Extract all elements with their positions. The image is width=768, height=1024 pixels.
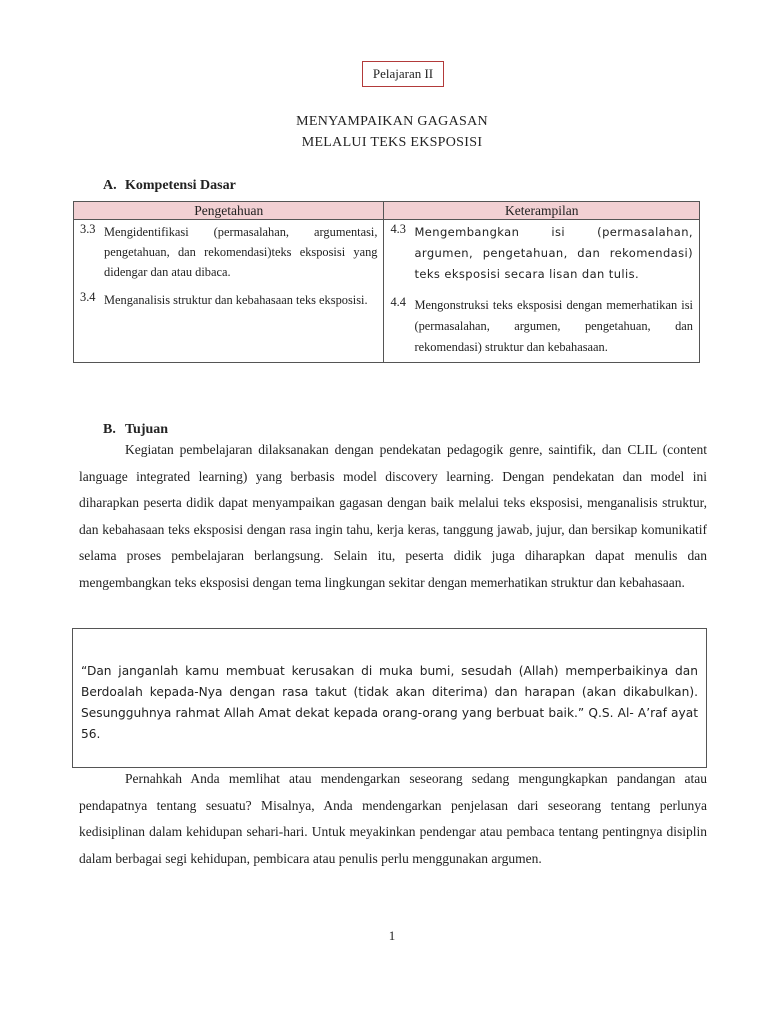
item-text: Mengembangkan isi (permasalahan, argumen, pengetahuan, dan rekomendasi) teks eksposisi secara lisan dan tulis.: [414, 225, 693, 281]
item-text: Mengonstruksi teks eksposisi dengan memerhatikan isi (permasalahan, argumen, pengetahuan, dan rekomendasi) struktur dan kebahasaan.: [414, 298, 693, 354]
list-item: [390, 295, 693, 358]
objective-paragraph: [79, 437, 707, 597]
item-number: 4.4: [390, 295, 406, 309]
knowledge-cell: [74, 220, 384, 363]
item-number: 4.3: [390, 222, 406, 236]
list-item: [80, 290, 377, 310]
item-text: Menganalisis struktur dan kebahasaan teks eksposisi.: [104, 293, 368, 307]
item-number: 3.4: [80, 290, 96, 304]
page-title-line-1: MENYAMPAIKAN GAGASAN: [296, 114, 488, 129]
quote-text: “Dan janganlah kamu membuat kerusakan di muka bumi, sesudah (Allah) memperbaikinya dan Berdoalah kepada-Nya dengan rasa takut (tidak akan diterima) dan harapan (akan dikabulkan). Sesungguhnya rahmat Allah Amat dekat kepada orang-orang yang berbuat baik.” Q.S. Al- A’raf ayat 56.: [81, 664, 698, 741]
column-header-skills: Keterampilan: [384, 202, 700, 220]
table-header-row: [74, 202, 700, 220]
section-a-title: Kompetensi Dasar: [125, 178, 236, 193]
section-a-letter: A.: [103, 178, 117, 193]
section-b-heading: [103, 422, 168, 438]
table-row: [74, 220, 700, 363]
objective-text: Kegiatan pembelajaran dilaksanakan dengan pendekatan pedagogik genre, saintifik, dan CLIL (content language integrated learning) yang berbasis model discovery learning. Dengan pendekatan dan model ini diharapkan peserta didik dapat menyampaikan gagasan dengan baik melalui teks eksposisi, menganalisis struktur, dan kebahasaan teks eksposisi dengan rasa ingin tahu, kerja keras, tanggung jawab, jujur, dan bersikap komunikatif selama proses pembelajaran berlangsung. Selain itu, peserta didik juga diharapkan dapat menulis dan mengembangkan teks eksposisi dengan tema lingkungan sekitar dengan memerhatikan struktur dan kebahasaan.: [79, 442, 707, 590]
intro-text: Pernahkah Anda memlihat atau mendengarkan seseorang sedang mengungkapkan pandangan atau pendapatnya tentang sesuatu? Misalnya, Anda mendengarkan penjelasan dari seseorang tentang perlunya kedisiplinan dalam kehidupan sehari-hari. Untuk meyakinkan pendengar atau pembaca tentang pentingnya disiplin dalam berbagai segi kehidupan, pembicara atau penulis perlu menggunakan argumen.: [79, 771, 707, 866]
skills-cell: [384, 220, 700, 363]
item-text: Mengidentifikasi (permasalahan, argumentasi, pengetahuan, dan rekomendasi)teks eksposisi yang didengar dan atau dibaca.: [104, 225, 378, 279]
section-b-title: Tujuan: [125, 422, 169, 437]
list-item: [390, 222, 693, 285]
quote-box: [72, 628, 707, 768]
competency-table: [73, 201, 700, 363]
intro-paragraph: [79, 766, 707, 872]
page-number: 1: [388, 928, 396, 943]
section-b-letter: B.: [103, 422, 116, 437]
section-a-heading: [103, 178, 236, 194]
item-number: 3.3: [80, 222, 96, 236]
page-title-line-2: MELALUI TEKS EKSPOSISI: [301, 135, 483, 150]
column-header-knowledge: Pengetahuan: [74, 202, 384, 220]
list-item: [80, 222, 377, 282]
lesson-badge: Pelajaran II: [362, 61, 444, 87]
